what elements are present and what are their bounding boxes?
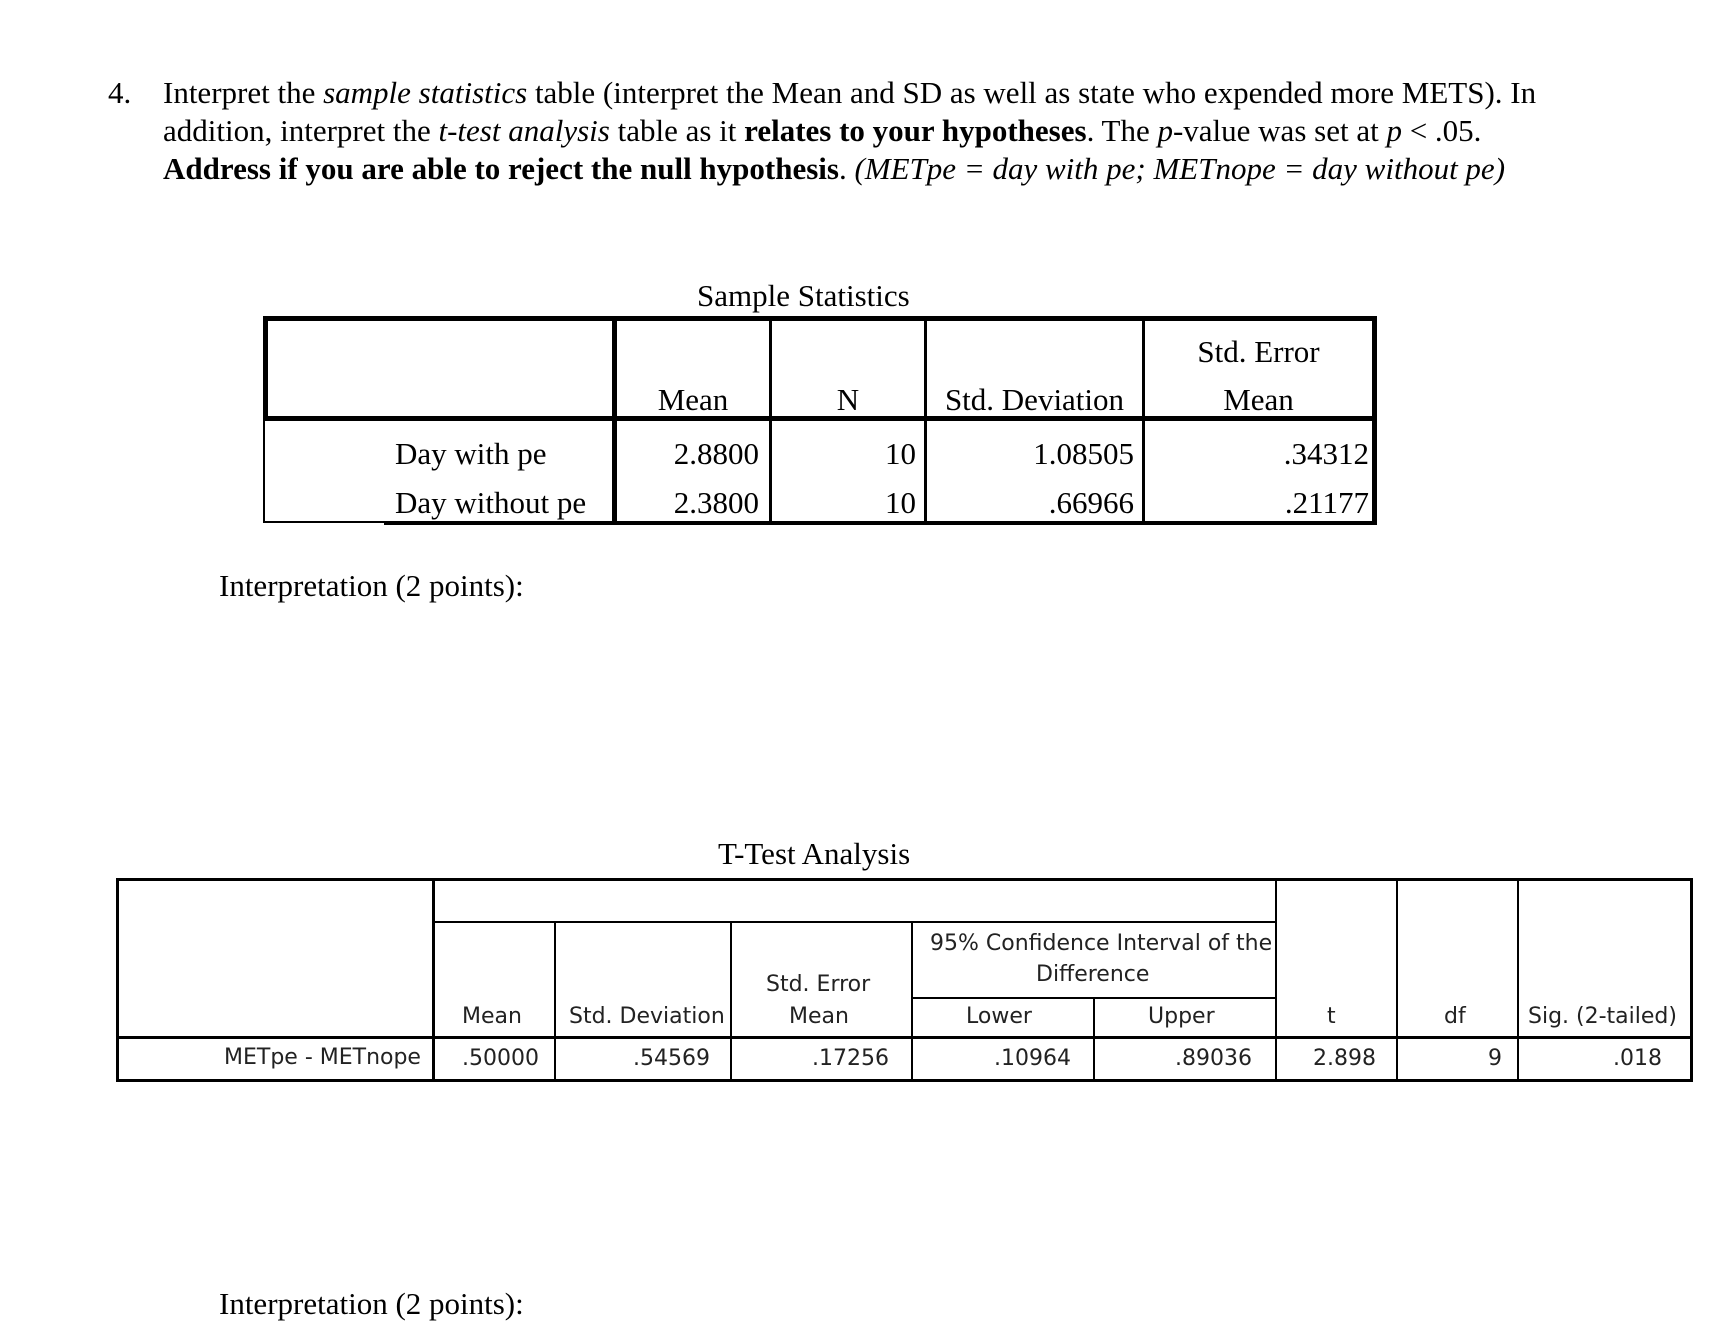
ss-row-sd: .66966 bbox=[1048, 485, 1134, 520]
ss-header-se-2: Mean bbox=[1223, 382, 1294, 417]
question-text-part: p bbox=[1157, 113, 1173, 148]
tt-header-t: t bbox=[1327, 1004, 1336, 1029]
tt-header-sig: Sig. (2-tailed) bbox=[1528, 1004, 1677, 1029]
tt-row-t: 2.898 bbox=[1313, 1046, 1376, 1071]
tt-row-mean: .50000 bbox=[462, 1046, 539, 1071]
tt-row-sig: .018 bbox=[1613, 1046, 1662, 1071]
tt-border bbox=[1690, 878, 1693, 1082]
tt-border bbox=[116, 878, 119, 1082]
question-text-part: Address if you are able to reject the null hypothesis bbox=[163, 151, 839, 186]
question-text-part: (METpe = day with pe; METnope = day without pe) bbox=[854, 151, 1506, 186]
tt-border bbox=[432, 878, 435, 1082]
ss-row-label: Day with pe bbox=[395, 436, 547, 471]
ss-row-label: Day without pe bbox=[395, 485, 587, 520]
tt-header-sd: Std. Deviation bbox=[569, 1004, 725, 1029]
question-number: 4. bbox=[108, 75, 132, 110]
ss-border bbox=[1372, 316, 1377, 524]
question-text-part: p bbox=[1386, 113, 1402, 148]
tt-header-ci-1: 95% Confidence Interval of the bbox=[930, 931, 1273, 956]
tt-border bbox=[730, 921, 732, 1082]
tt-header-se-2: Mean bbox=[789, 1004, 849, 1029]
ss-row-se: .34312 bbox=[1283, 436, 1369, 471]
tt-row-lower: .10964 bbox=[994, 1046, 1071, 1071]
ss-row-sd: 1.08505 bbox=[1033, 436, 1134, 471]
ss-border bbox=[263, 521, 385, 523]
tt-header-se-1: Std. Error bbox=[766, 972, 871, 997]
ss-row-n: 10 bbox=[885, 436, 916, 471]
ss-header-sd: Std. Deviation bbox=[944, 382, 1125, 417]
tt-border bbox=[1517, 878, 1519, 1082]
question-text-part: relates to your hypotheses bbox=[744, 113, 1087, 148]
ss-header-se-1: Std. Error bbox=[1197, 334, 1320, 369]
tt-header-mean: Mean bbox=[462, 1004, 522, 1029]
question-text-part: -value was set at bbox=[1172, 113, 1387, 148]
tt-row-sd: .54569 bbox=[633, 1046, 710, 1071]
question-text-part: table as it bbox=[609, 113, 745, 148]
tt-header-lower: Lower bbox=[966, 1004, 1032, 1029]
tt-border bbox=[116, 1036, 1693, 1039]
interpretation-label: Interpretation (2 points): bbox=[219, 1286, 524, 1321]
tt-border bbox=[1275, 878, 1277, 1082]
ss-border bbox=[924, 316, 927, 524]
ss-row-se: .21177 bbox=[1284, 485, 1369, 520]
ss-header-n: N bbox=[836, 382, 860, 417]
tt-border bbox=[432, 921, 1276, 923]
question-text-part: table (interpret the Mean and SD as well as state who expended more METS). In addition, interpret the bbox=[163, 75, 1537, 148]
tt-header-df: df bbox=[1444, 1004, 1466, 1029]
tt-row-label: METpe - METnope bbox=[224, 1045, 421, 1070]
tt-header-ci-2: Difference bbox=[1036, 962, 1150, 987]
tt-border bbox=[116, 1079, 1693, 1082]
tt-row-upper: .89036 bbox=[1175, 1046, 1252, 1071]
ss-border bbox=[612, 316, 617, 524]
ss-border bbox=[263, 316, 268, 421]
question-text-part: < .05. bbox=[1401, 113, 1482, 148]
tt-border bbox=[554, 921, 556, 1082]
tt-row-df: 9 bbox=[1488, 1046, 1502, 1071]
sample-statistics-title: Sample Statistics bbox=[697, 278, 910, 313]
question-text-part: Interpret the bbox=[163, 75, 324, 110]
ss-border bbox=[384, 521, 1377, 525]
ss-row-mean: 2.8800 bbox=[673, 436, 759, 471]
tt-border bbox=[1093, 997, 1095, 1082]
tt-border bbox=[1396, 878, 1398, 1082]
tt-border bbox=[911, 921, 913, 1082]
ss-border bbox=[263, 421, 265, 523]
ss-row-n: 10 bbox=[885, 485, 916, 520]
interpretation-label: Interpretation (2 points): bbox=[219, 568, 524, 603]
ss-header-mean: Mean bbox=[657, 382, 729, 417]
question-text-part: sample statistics bbox=[323, 75, 528, 110]
question-text-part: . The bbox=[1086, 113, 1158, 148]
question-text bbox=[163, 74, 1543, 188]
ss-border bbox=[263, 316, 1377, 321]
ttest-title: T-Test Analysis bbox=[718, 836, 911, 871]
ss-row-mean: 2.3800 bbox=[673, 485, 759, 520]
tt-header-upper: Upper bbox=[1148, 1004, 1215, 1029]
question-block bbox=[108, 74, 1537, 188]
question-text-part: . bbox=[838, 151, 855, 186]
ss-border bbox=[769, 316, 772, 524]
tt-row-se: .17256 bbox=[812, 1046, 889, 1071]
tt-border bbox=[116, 878, 1693, 881]
question-text-part: t-test analysis bbox=[438, 113, 610, 148]
